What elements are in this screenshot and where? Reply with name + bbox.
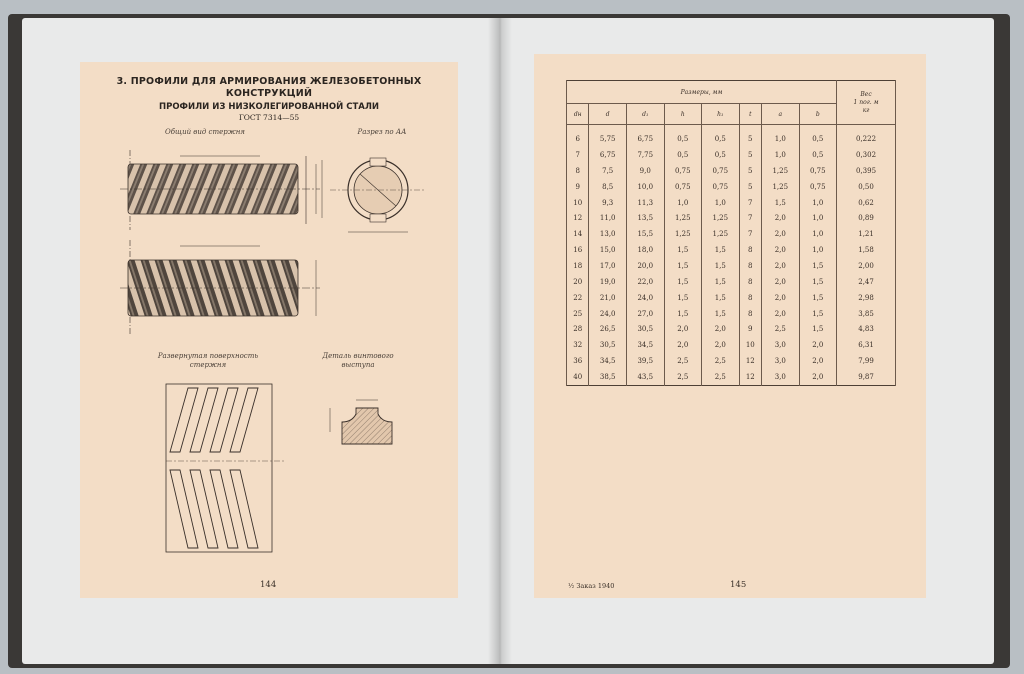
table-cell: 1,0 <box>799 242 837 258</box>
table-cell: 0,302 <box>837 147 896 163</box>
table-cell: 43,5 <box>626 369 664 385</box>
cross-section-aa-drawing <box>330 150 425 245</box>
table-row <box>567 179 896 195</box>
table-cell: 2,0 <box>762 290 800 306</box>
table-cell: 0,50 <box>837 179 896 195</box>
table-cell: 10 <box>567 195 589 211</box>
table-cell: 3,85 <box>837 306 896 322</box>
table-cell: 1,25 <box>664 226 702 242</box>
table-cell: 3,0 <box>762 337 800 353</box>
table-cell: 9,3 <box>589 195 627 211</box>
table-cell: 1,5 <box>702 306 740 322</box>
table-cell: 36 <box>567 353 589 369</box>
table-cell: 1,0 <box>799 226 837 242</box>
table-cell: 32 <box>567 337 589 353</box>
print-order-note: ½ Заказ 1940 <box>568 582 615 590</box>
table-row <box>567 369 896 385</box>
table-cell: 8,5 <box>589 179 627 195</box>
table-cell: 2,5 <box>664 353 702 369</box>
header-dimensions-group: Размеры, мм <box>567 81 837 104</box>
table-cell: 5 <box>739 163 761 179</box>
table-cell: 6 <box>567 125 589 148</box>
table-cell: 0,5 <box>799 125 837 148</box>
table-cell: 0,75 <box>799 163 837 179</box>
table-cell: 27,0 <box>626 306 664 322</box>
table-cell: 9,0 <box>626 163 664 179</box>
table-cell: 2,0 <box>799 369 837 385</box>
table-row <box>567 337 896 353</box>
table-cell: 30,5 <box>626 321 664 337</box>
table-cell: 13,0 <box>589 226 627 242</box>
table-cell: 2,0 <box>702 321 740 337</box>
table-cell: 8 <box>739 274 761 290</box>
table-cell: 2,0 <box>799 353 837 369</box>
table-cell: 26,5 <box>589 321 627 337</box>
caption-thread-detail <box>308 352 408 370</box>
table-cell: 5 <box>739 125 761 148</box>
table-cell: 34,5 <box>589 353 627 369</box>
table-row <box>567 321 896 337</box>
caption-section-aa: Разрез по АА <box>357 128 407 136</box>
table-cell: 1,5 <box>664 242 702 258</box>
book-gutter <box>488 18 512 664</box>
table-cell: 1,5 <box>799 321 837 337</box>
table-cell: 12 <box>739 353 761 369</box>
table-row <box>567 353 896 369</box>
table-cell: 1,5 <box>664 274 702 290</box>
table-cell: 10 <box>739 337 761 353</box>
table-cell: 2,00 <box>837 258 896 274</box>
table-row <box>567 258 896 274</box>
table-cell: 1,25 <box>702 226 740 242</box>
table-cell: 1,5 <box>664 306 702 322</box>
table-cell: 22 <box>567 290 589 306</box>
table-cell: 1,0 <box>702 195 740 211</box>
table-cell: 2,5 <box>664 369 702 385</box>
table-cell: 2,47 <box>837 274 896 290</box>
table-cell: 1,5 <box>702 242 740 258</box>
section-subheading: ПРОФИЛИ ИЗ НИЗКОЛЕГИРОВАННОЙ СТАЛИ <box>158 102 380 112</box>
table-cell: 2,0 <box>799 337 837 353</box>
table-cell: 8 <box>567 163 589 179</box>
table-cell: 6,75 <box>626 125 664 148</box>
table-cell: 19,0 <box>589 274 627 290</box>
table-cell: 20 <box>567 274 589 290</box>
table-cell: 1,25 <box>762 179 800 195</box>
table-cell: 2,98 <box>837 290 896 306</box>
table-row <box>567 210 896 226</box>
table-cell: 1,5 <box>799 274 837 290</box>
table-cell: 5,75 <box>589 125 627 148</box>
table-cell: 7,75 <box>626 147 664 163</box>
table-cell: 10,0 <box>626 179 664 195</box>
table-cell: 3,0 <box>762 369 800 385</box>
table-cell: 4,83 <box>837 321 896 337</box>
table-cell: 2,0 <box>762 274 800 290</box>
table-header-row-group <box>567 81 896 104</box>
table-cell: 9,87 <box>837 369 896 385</box>
table-cell: 2,0 <box>762 226 800 242</box>
table-cell: 5 <box>739 147 761 163</box>
table-cell: 0,75 <box>664 179 702 195</box>
table-cell: 9 <box>739 321 761 337</box>
table-cell: 12 <box>567 210 589 226</box>
column-header: d₁ <box>626 104 664 125</box>
table-cell: 3,0 <box>762 353 800 369</box>
table-cell: 1,25 <box>664 210 702 226</box>
table-cell: 0,5 <box>664 125 702 148</box>
table-cell: 1,5 <box>799 258 837 274</box>
table-cell: 24,0 <box>626 290 664 306</box>
caption-detail-line1: Деталь винтового <box>322 352 394 360</box>
table-cell: 8 <box>739 242 761 258</box>
table-cell: 0,5 <box>664 147 702 163</box>
header-weight-line3: кг <box>862 106 870 114</box>
table-cell: 28 <box>567 321 589 337</box>
table-cell: 7 <box>739 210 761 226</box>
table-row <box>567 226 896 242</box>
table-cell: 1,5 <box>664 290 702 306</box>
table-cell: 11,3 <box>626 195 664 211</box>
table-cell: 1,0 <box>664 195 702 211</box>
table-cell: 1,25 <box>762 163 800 179</box>
table-cell: 13,5 <box>626 210 664 226</box>
table-cell: 15,0 <box>589 242 627 258</box>
table-cell: 20,0 <box>626 258 664 274</box>
table-row <box>567 163 896 179</box>
left-page-number: 144 <box>260 580 277 590</box>
thread-detail-drawing <box>322 392 412 452</box>
table-cell: 0,222 <box>837 125 896 148</box>
table-cell: 15,5 <box>626 226 664 242</box>
header-weight <box>837 81 896 125</box>
table-cell: 34,5 <box>626 337 664 353</box>
caption-general-view: Общий вид стержня <box>165 128 245 136</box>
table-cell: 7,5 <box>589 163 627 179</box>
table-cell: 0,62 <box>837 195 896 211</box>
table-cell: 6,75 <box>589 147 627 163</box>
table-cell: 1,0 <box>762 147 800 163</box>
caption-unrolled-line1: Развернутая поверхность <box>157 352 259 360</box>
column-header: a <box>762 104 800 125</box>
table-body <box>567 125 896 386</box>
table-cell: 0,75 <box>799 179 837 195</box>
table-cell: 2,5 <box>702 369 740 385</box>
rebar-general-view-drawing <box>120 150 330 230</box>
table-cell: 2,0 <box>762 306 800 322</box>
table-row <box>567 242 896 258</box>
table-cell: 39,5 <box>626 353 664 369</box>
table-row <box>567 125 896 148</box>
table-cell: 6,31 <box>837 337 896 353</box>
table-cell: 0,75 <box>664 163 702 179</box>
table-cell: 0,5 <box>799 147 837 163</box>
table-row <box>567 274 896 290</box>
table-cell: 7 <box>567 147 589 163</box>
gost-standard: ГОСТ 7314—55 <box>238 113 300 122</box>
table-cell: 5 <box>739 179 761 195</box>
table-cell: 8 <box>739 258 761 274</box>
column-header: b <box>799 104 837 125</box>
section-title-block <box>80 76 458 123</box>
table-cell: 1,5 <box>702 290 740 306</box>
table-cell: 17,0 <box>589 258 627 274</box>
unrolled-surface-drawing <box>160 380 290 560</box>
table-cell: 12 <box>739 369 761 385</box>
table-cell: 18,0 <box>626 242 664 258</box>
table-cell: 9 <box>567 179 589 195</box>
table-cell: 21,0 <box>589 290 627 306</box>
table-cell: 1,5 <box>702 274 740 290</box>
table-cell: 1,5 <box>762 195 800 211</box>
table-cell: 7,99 <box>837 353 896 369</box>
table-cell: 2,0 <box>762 258 800 274</box>
table-cell: 1,5 <box>664 258 702 274</box>
table-cell: 0,5 <box>702 125 740 148</box>
table-cell: 2,0 <box>664 337 702 353</box>
table-cell: 1,5 <box>799 306 837 322</box>
table-cell: 2,5 <box>702 353 740 369</box>
table-cell: 2,5 <box>762 321 800 337</box>
table-row <box>567 290 896 306</box>
table-cell: 11,0 <box>589 210 627 226</box>
caption-unrolled-surface <box>138 352 278 370</box>
header-weight-line2: 1 пог. м <box>853 98 879 106</box>
table-cell: 1,58 <box>837 242 896 258</box>
caption-detail-line2: выступа <box>341 361 375 369</box>
table-cell: 0,75 <box>702 163 740 179</box>
table-cell: 0,5 <box>702 147 740 163</box>
caption-unrolled-line2: стержня <box>189 361 227 369</box>
table-cell: 18 <box>567 258 589 274</box>
table-cell: 30,5 <box>589 337 627 353</box>
rebar-side-view-drawing <box>120 240 330 335</box>
section-heading-line2: КОНСТРУКЦИЙ <box>225 88 313 99</box>
table-row <box>567 306 896 322</box>
table-cell: 2,0 <box>702 337 740 353</box>
table-cell: 8 <box>739 290 761 306</box>
right-page-number: 145 <box>730 580 747 590</box>
table-cell: 8 <box>739 306 761 322</box>
table-cell: 2,0 <box>664 321 702 337</box>
table-cell: 7 <box>739 226 761 242</box>
table-cell: 24,0 <box>589 306 627 322</box>
table-cell: 1,0 <box>762 125 800 148</box>
table-row <box>567 147 896 163</box>
header-weight-line1: Вес <box>860 90 872 98</box>
table-cell: 14 <box>567 226 589 242</box>
table-cell: 0,395 <box>837 163 896 179</box>
section-heading-line1: 3. ПРОФИЛИ ДЛЯ АРМИРОВАНИЯ ЖЕЛЕЗОБЕТОННЫХ <box>116 76 422 87</box>
table-cell: 1,5 <box>799 290 837 306</box>
table-cell: 2,0 <box>762 242 800 258</box>
table-row <box>567 195 896 211</box>
table-cell: 1,21 <box>837 226 896 242</box>
table-cell: 38,5 <box>589 369 627 385</box>
table-cell: 1,25 <box>702 210 740 226</box>
column-header: h₁ <box>702 104 740 125</box>
rebar-dimensions-table <box>566 80 896 386</box>
table-cell: 22,0 <box>626 274 664 290</box>
table-cell: 40 <box>567 369 589 385</box>
column-header: d <box>589 104 627 125</box>
table-cell: 25 <box>567 306 589 322</box>
table-cell: 1,5 <box>702 258 740 274</box>
table-cell: 1,0 <box>799 210 837 226</box>
table-cell: 7 <box>739 195 761 211</box>
table-cell: 1,0 <box>799 195 837 211</box>
column-header: h <box>664 104 702 125</box>
table-cell: 2,0 <box>762 210 800 226</box>
column-header: t <box>739 104 761 125</box>
column-header: dн <box>567 104 589 125</box>
table-cell: 0,89 <box>837 210 896 226</box>
table-cell: 16 <box>567 242 589 258</box>
table-cell: 0,75 <box>702 179 740 195</box>
